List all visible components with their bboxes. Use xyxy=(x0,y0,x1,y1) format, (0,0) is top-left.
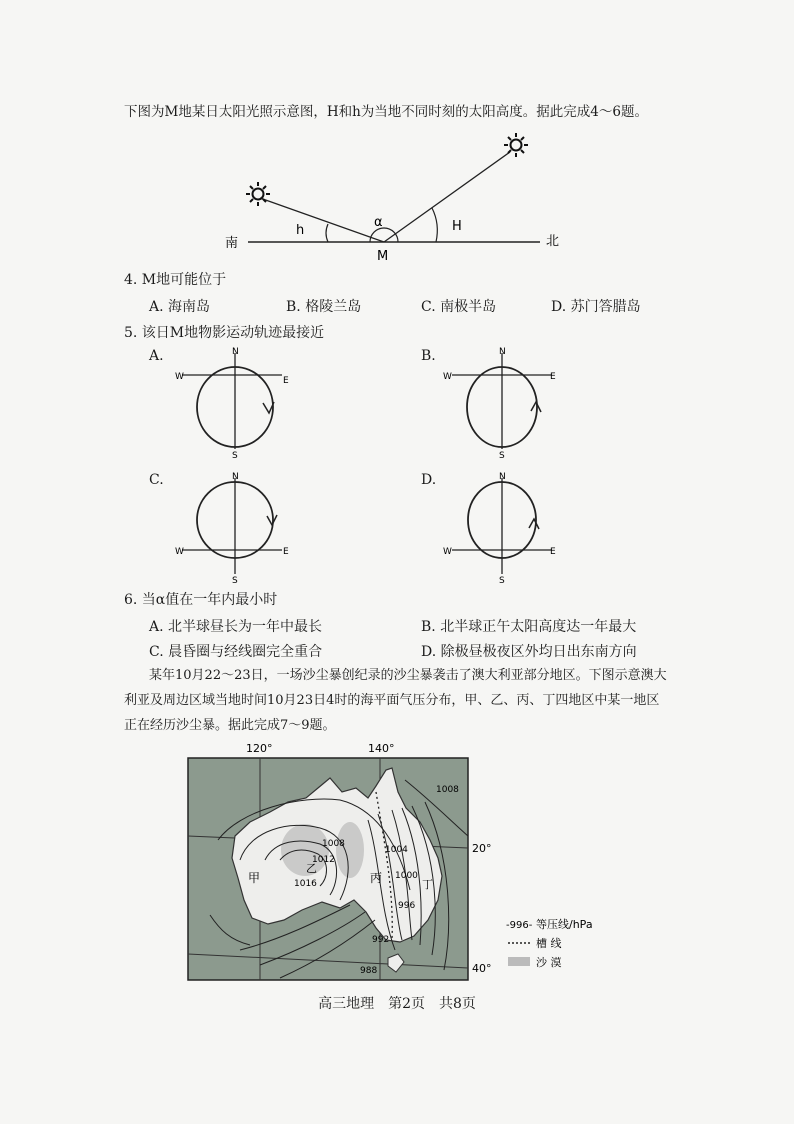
svg-text:140°: 140° xyxy=(368,742,395,755)
svg-text:S: S xyxy=(232,576,238,585)
south-label: 南 xyxy=(225,236,239,251)
q6-option-c[interactable]: C. 晨昏圈与经线圈完全重合 xyxy=(149,644,323,660)
page-footer: 高三地理 第2页 共8页 xyxy=(318,996,476,1012)
svg-text:S: S xyxy=(232,451,238,460)
svg-text:1004: 1004 xyxy=(385,845,408,855)
svg-text:40°: 40° xyxy=(472,962,492,975)
big-h-label: H xyxy=(452,219,462,234)
svg-text:E: E xyxy=(550,547,556,557)
q6-option-b[interactable]: B. 北半球正午太阳高度达一年最大 xyxy=(421,619,637,635)
place-bing: 丙 xyxy=(370,871,383,885)
svg-text:992: 992 xyxy=(372,935,390,945)
svg-text:1008: 1008 xyxy=(436,785,459,795)
svg-text:槽 线: 槽 线 xyxy=(536,937,562,950)
svg-text:S: S xyxy=(499,576,505,585)
q4-option-c[interactable]: C. 南极半岛 xyxy=(421,299,497,315)
svg-text:W: W xyxy=(175,372,184,382)
alpha-label: α xyxy=(374,215,383,230)
svg-text:N: N xyxy=(232,472,239,482)
intro-text-1: 下图为M地某日太阳光照示意图，H和h为当地不同时刻的太阳高度。据此完成4～6题。 xyxy=(124,104,648,120)
svg-text:20°: 20° xyxy=(472,842,492,855)
shadow-track-d xyxy=(440,470,570,585)
svg-text:E: E xyxy=(283,547,289,557)
intro-text-2-line3: 正在经历沙尘暴。据此完成7～9题。 xyxy=(124,718,336,733)
point-m-label: M xyxy=(377,249,389,264)
sun-icon xyxy=(246,182,270,206)
svg-text:N: N xyxy=(499,472,506,482)
q6-option-d[interactable]: D. 除极昼极夜区外均日出东南方向 xyxy=(421,644,637,660)
map-legend xyxy=(506,917,593,969)
svg-text:996: 996 xyxy=(398,901,416,911)
svg-text:1000: 1000 xyxy=(395,871,418,881)
north-label: 北 xyxy=(546,234,560,249)
sun-altitude-diagram xyxy=(220,130,580,265)
svg-text:120°: 120° xyxy=(246,742,273,755)
q4-option-a[interactable]: A. 海南岛 xyxy=(149,299,211,315)
place-ding: 丁 xyxy=(422,878,433,891)
shadow-track-b xyxy=(440,345,570,460)
shadow-track-c xyxy=(170,470,300,585)
place-yi: 乙 xyxy=(306,862,317,875)
svg-text:-996-: -996- xyxy=(506,920,533,931)
svg-text:E: E xyxy=(550,372,556,382)
q4-option-b[interactable]: B. 格陵兰岛 xyxy=(286,299,362,315)
q6-option-a[interactable]: A. 北半球昼长为一年中最长 xyxy=(149,619,323,635)
pressure-map xyxy=(180,740,620,985)
svg-text:等压线/hPa: 等压线/hPa xyxy=(536,918,593,931)
svg-text:W: W xyxy=(175,547,184,557)
svg-text:W: W xyxy=(443,372,452,382)
q5-stem: 5. 该日M地物影运动轨迹最接近 xyxy=(124,325,325,341)
shadow-track-a xyxy=(170,345,300,460)
svg-text:N: N xyxy=(499,347,506,357)
svg-text:1012: 1012 xyxy=(312,855,335,865)
svg-text:E: E xyxy=(283,376,289,386)
svg-text:988: 988 xyxy=(360,966,378,976)
q4-option-d[interactable]: D. 苏门答腊岛 xyxy=(551,299,641,315)
svg-text:1016: 1016 xyxy=(294,879,317,889)
h-label: h xyxy=(296,223,305,238)
svg-text:沙 漠: 沙 漠 xyxy=(536,956,562,969)
intro-text-2-line1: 某年10月22～23日，一场沙尘暴创纪录的沙尘暴袭击了澳大利亚部分地区。下图示意澳大 xyxy=(149,668,667,683)
q5-option-c-label[interactable]: C. xyxy=(149,472,164,488)
svg-text:S: S xyxy=(499,451,505,460)
q4-stem: 4. M地可能位于 xyxy=(124,272,227,288)
svg-text:W: W xyxy=(443,547,452,557)
q5-option-b-label[interactable]: B. xyxy=(421,348,436,364)
place-jia: 甲 xyxy=(248,871,261,885)
svg-text:N: N xyxy=(232,347,239,357)
intro-text-2-line2: 利亚及周边区域当地时间10月23日4时的海平面气压分布，甲、乙、丙、丁四地区中某一地区 xyxy=(124,693,660,708)
q5-option-a-label[interactable]: A. xyxy=(149,348,164,364)
svg-text:1008: 1008 xyxy=(322,839,345,849)
q6-stem: 6. 当α值在一年内最小时 xyxy=(124,592,278,608)
q5-option-d-label[interactable]: D. xyxy=(421,472,437,488)
